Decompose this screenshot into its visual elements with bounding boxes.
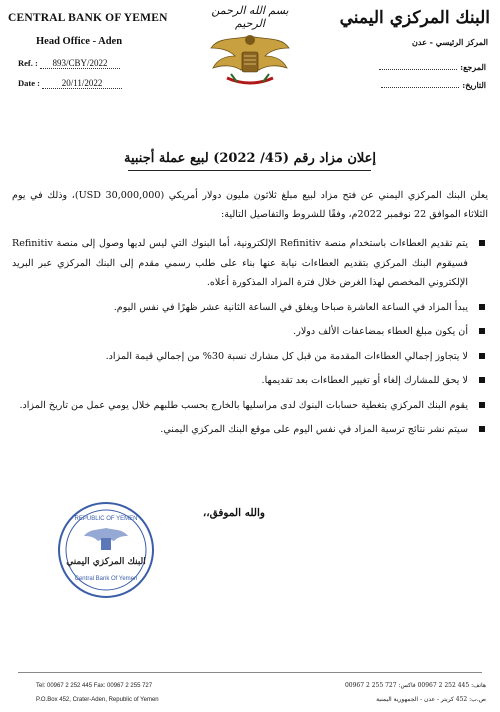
date-row: [18, 78, 122, 89]
document-title: إعلان مزاد رقم (45/ 2022) لبيع عملة أجنبية: [123, 151, 377, 166]
closing-text: والله الموفق،،: [202, 507, 265, 519]
list-item: [12, 347, 488, 367]
en-bank-name: CENTRAL BANK OF YEMEN: [8, 12, 168, 24]
stamp-en-text: Central Bank Of Yemen: [74, 576, 138, 582]
list-item-text: لا يحق للمشارك إلغاء أو تغيير العطاءات بعد تقديمها.: [261, 375, 468, 386]
ref-label: Ref. :: [18, 58, 38, 68]
bullet-icon: [479, 353, 485, 359]
ar-date-label: التاريخ:: [462, 80, 486, 90]
list-item: [12, 396, 488, 416]
bullet-icon: [479, 402, 485, 408]
list-item: [12, 234, 488, 293]
footer-en-address: P.O.Box 452, Crater-Aden, Republic of Yemen: [36, 697, 159, 703]
yemen-eagle-emblem-icon: [207, 26, 293, 92]
list-item: [12, 371, 488, 391]
bank-stamp-icon: [56, 500, 156, 600]
ref-value: 893/CBY/2022: [40, 58, 120, 69]
list-item-text: أن يكون مبلغ العطاء بمضاعفات الألف دولار.: [293, 326, 468, 337]
ar-ref-row: [379, 62, 486, 72]
date-label: Date :: [18, 78, 40, 88]
footer-divider: [18, 672, 482, 673]
bullet-icon: [479, 377, 485, 383]
conditions-list: [12, 234, 488, 445]
footer-en-contact: Tel: 00967 2 252 445 Fax: 00967 2 255 727: [36, 683, 153, 689]
bullet-icon: [479, 328, 485, 334]
footer-ar-address: ص.ب: 452 كريتر - عدن - الجمهورية اليمنية: [376, 696, 486, 703]
list-item-text: سيتم نشر نتائج ترسية المزاد في نفس اليوم على موقع البنك المركزي اليمني.: [160, 424, 468, 435]
bullet-icon: [479, 426, 485, 432]
title-underline: [128, 170, 371, 171]
bullet-icon: [479, 240, 485, 246]
list-item: [12, 420, 488, 440]
list-item: [12, 322, 488, 342]
basmala: بسم الله الرحمن الرحيم: [211, 4, 289, 30]
list-item: [12, 298, 488, 318]
stamp-republic: REPUBLIC OF YEMEN: [74, 516, 138, 522]
ref-row: [18, 58, 120, 69]
ar-date-line: [381, 87, 459, 88]
stamp-ar-text: البنك المركزي اليمني: [66, 557, 146, 567]
ar-ref-line: [379, 69, 457, 70]
en-office: Head Office - Aden: [36, 36, 123, 47]
date-value: 20/11/2022: [42, 78, 122, 89]
ar-date-row: [381, 80, 486, 90]
list-item-text: يقوم البنك المركزي بتغطية حسابات البنوك لدى مراسليها بالخارج بحسب طلبهم خلال يومي عمل من تاريخ المزاد.: [19, 399, 468, 411]
ar-office: المركز الرئيسي - عدن: [412, 37, 488, 47]
intro-paragraph: يعلن البنك المركزي اليمني عن فتح مزاد لبيع مبلغ ثلاثون مليون دولار أمريكي (30,000,000 USD)، وذلك في يوم الثلاثاء الموافق 22 نوفمبر 2022م، وفقًا للشروط والتفاصيل التالية:: [12, 190, 488, 220]
list-item-text: يبدأ المزاد في الساعة العاشرة صباحا ويغلق في الساعة الثانية عشر ظهرًا في نفس اليوم.: [113, 301, 468, 313]
ar-ref-label: المرجع:: [460, 62, 486, 72]
footer-ar-contact: هاتف: 445 252 2 00967 فاكس: 727 255 2 00967: [344, 682, 486, 689]
ar-bank-name: البنك المركزي اليمني: [339, 8, 490, 28]
bullet-icon: [479, 304, 485, 310]
list-item-text: يتم تقديم العطاءات باستخدام منصة Refinitiv الإلكترونية، أما البنوك التي ليس لديها وصول إلى منصة Refinitiv فسيقوم البنك المركزي بتقديم العطاءات نيابة عنها بناء على طلب رسمي مقدم إلى البنك المركزي عبر البريد الإلكتروني المخصص لهذا الغرض خلال فترة المزاد المذكورة أعلاه.: [12, 238, 469, 288]
list-item-text: لا يتجاوز إجمالي العطاءات المقدمة من قبل كل مشارك نسبة 30% من إجمالي قيمة المزاد.: [105, 350, 468, 362]
